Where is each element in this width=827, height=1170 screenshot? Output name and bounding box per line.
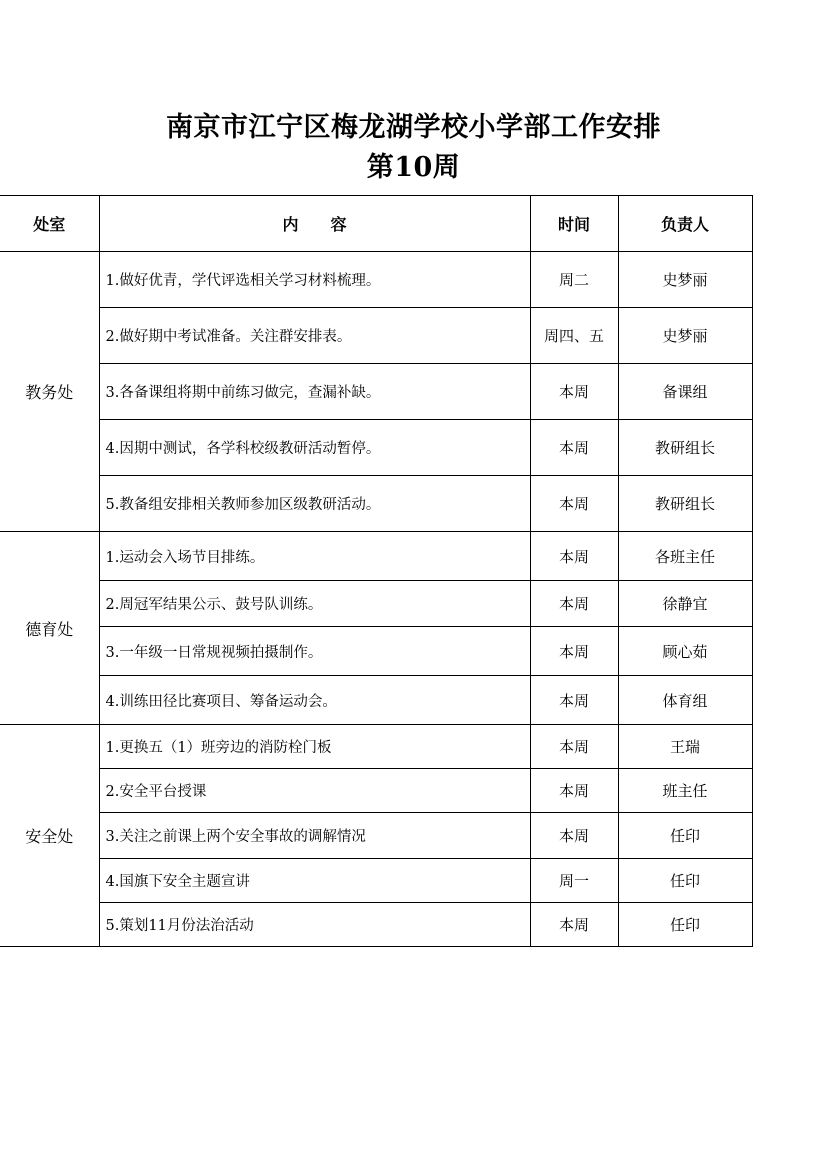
table-row — [0, 364, 752, 420]
content-cell: 5.策划11月份法治活动 — [99, 903, 530, 947]
content-cell: 1.做好优青，学代评选相关学习材料梳理。 — [99, 252, 530, 308]
header-content: 内 容 — [99, 196, 530, 252]
time-cell: 周一 — [530, 859, 618, 903]
owner-cell: 教研组长 — [618, 420, 752, 476]
content-cell: 2.周冠军结果公示、鼓号队训练。 — [99, 581, 530, 627]
table-row — [0, 476, 752, 532]
dept-cell: 安全处 — [0, 725, 99, 947]
dept-cell: 德育处 — [0, 532, 99, 725]
owner-cell: 各班主任 — [618, 532, 752, 581]
owner-cell: 备课组 — [618, 364, 752, 420]
time-cell: 本周 — [530, 532, 618, 581]
content-cell: 1.运动会入场节目排练。 — [99, 532, 530, 581]
table-row — [0, 769, 752, 813]
owner-cell: 班主任 — [618, 769, 752, 813]
owner-cell: 史梦丽 — [618, 308, 752, 364]
table-row — [0, 420, 752, 476]
dept-cell: 教务处 — [0, 252, 99, 532]
content-cell: 3.各备课组将期中前练习做完，查漏补缺。 — [99, 364, 530, 420]
table-row — [0, 676, 752, 725]
table-row — [0, 532, 752, 581]
owner-cell: 任印 — [618, 859, 752, 903]
header-row — [0, 196, 752, 252]
table-row — [0, 308, 752, 364]
table-row — [0, 627, 752, 676]
table-row — [0, 813, 752, 859]
owner-cell: 顾心茹 — [618, 627, 752, 676]
schedule-table — [0, 195, 753, 947]
content-cell: 3.关注之前课上两个安全事故的调解情况 — [99, 813, 530, 859]
document-title: 南京市江宁区梅龙湖学校小学部工作安排 — [166, 112, 661, 143]
table-row — [0, 252, 752, 308]
content-cell: 5.教备组安排相关教师参加区级教研活动。 — [99, 476, 530, 532]
table-row — [0, 903, 752, 947]
content-cell: 1.更换五（1）班旁边的消防栓门板 — [99, 725, 530, 769]
time-cell: 本周 — [530, 725, 618, 769]
content-cell: 3.一年级一日常规视频拍摄制作。 — [99, 627, 530, 676]
time-cell: 本周 — [530, 420, 618, 476]
time-cell: 本周 — [530, 813, 618, 859]
owner-cell: 教研组长 — [618, 476, 752, 532]
week-subtitle: 第10周 — [366, 152, 461, 183]
time-cell: 本周 — [530, 476, 618, 532]
table-row — [0, 581, 752, 627]
content-cell: 2.做好期中考试准备。关注群安排表。 — [99, 308, 530, 364]
time-cell: 本周 — [530, 769, 618, 813]
owner-cell: 任印 — [618, 813, 752, 859]
content-cell: 4.国旗下安全主题宣讲 — [99, 859, 530, 903]
time-cell: 本周 — [530, 903, 618, 947]
header-owner: 负责人 — [618, 196, 752, 252]
table-row — [0, 859, 752, 903]
table-row — [0, 725, 752, 769]
owner-cell: 王瑞 — [618, 725, 752, 769]
owner-cell: 任印 — [618, 903, 752, 947]
time-cell: 周二 — [530, 252, 618, 308]
time-cell: 本周 — [530, 581, 618, 627]
header-dept: 处室 — [0, 196, 99, 252]
time-cell: 本周 — [530, 627, 618, 676]
time-cell: 周四、五 — [530, 308, 618, 364]
header-time: 时间 — [530, 196, 618, 252]
content-cell: 2.安全平台授课 — [99, 769, 530, 813]
owner-cell: 体育组 — [618, 676, 752, 725]
time-cell: 本周 — [530, 364, 618, 420]
content-cell: 4.因期中测试，各学科校级教研活动暂停。 — [99, 420, 530, 476]
content-cell: 4.训练田径比赛项目、筹备运动会。 — [99, 676, 530, 725]
owner-cell: 徐静宜 — [618, 581, 752, 627]
owner-cell: 史梦丽 — [618, 252, 752, 308]
time-cell: 本周 — [530, 676, 618, 725]
